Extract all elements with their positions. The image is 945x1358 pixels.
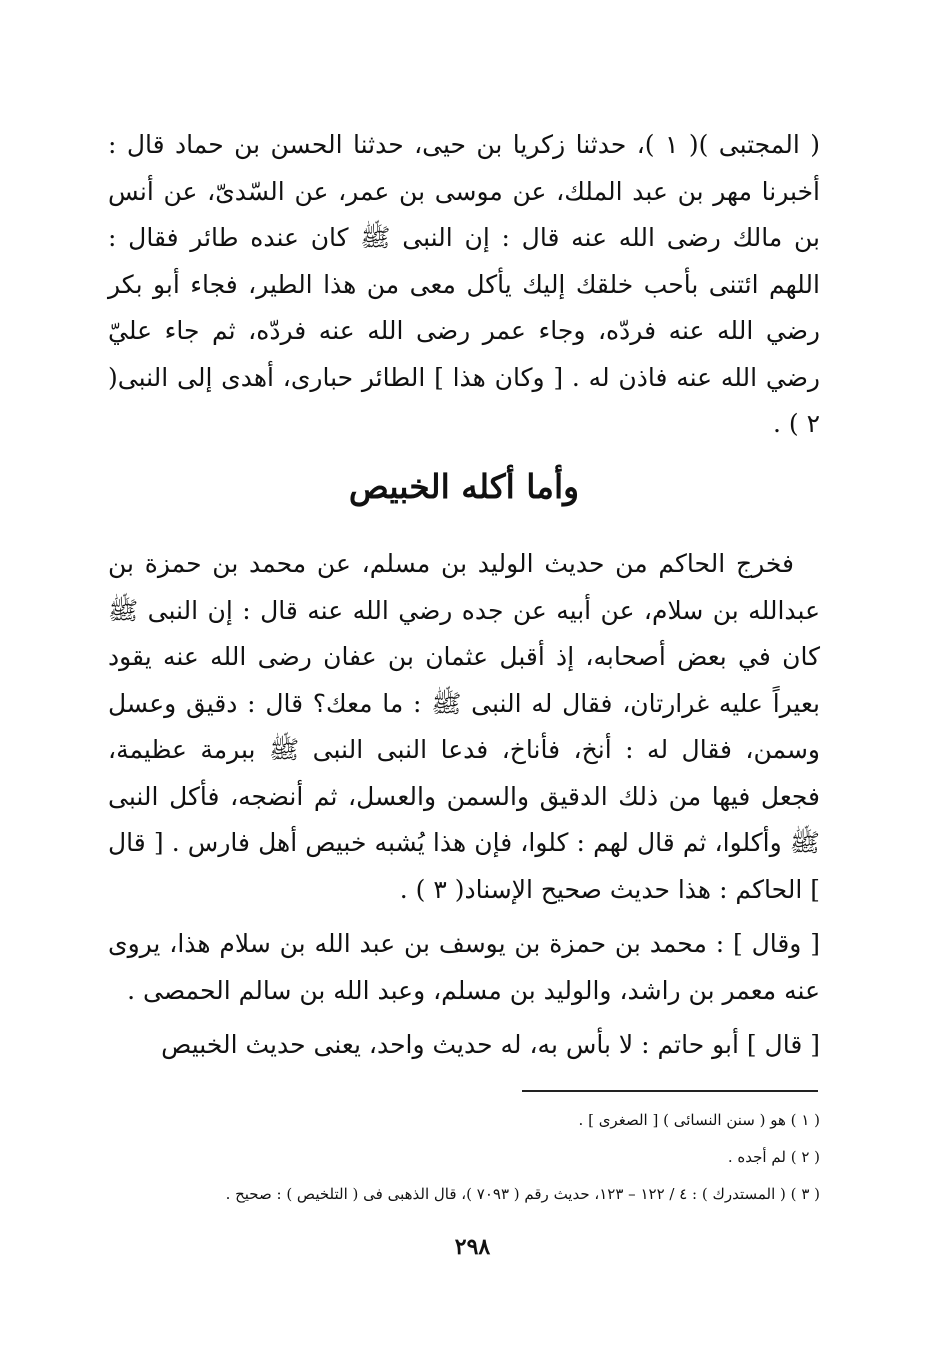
body-paragraph-hadith: فخرج الحاكم من حديث الوليد بن مسلم، عن محمد بن حمزة بن عبدالله بن سلام، عن أبيه عن جده رضي الله عنه قال : إن النبى ﷺ كان في بعض أصحابه، إذ أقبل عثمان بن عفان رضى الله عنه يقود بعيراً عليه غرارتان، فقال له النبى ﷺ : ما معك؟ قال : دقيق وعسل وسمن، فقال له : أنخ، فأناخ، فدعا النبى النبى ﷺ ببرمة عظيمة، فجعل فيها من ذلك الدقيق والسمن والعسل، ثم أنضجه، فأكل النبى ﷺ وأكلوا، ثم قال لهم : كلوا، فإن هذا يُشبه خبيص أهل فارس . [ قال ] الحاكم : هذا حديث صحيح الإسناد( ٣ ) . bbox=[108, 549, 820, 904]
footnote-3: ( ٣ ) ( المستدرك ) : ٤ / ١٢٢ – ١٢٣، حديث رقم ( ٧٠٩٣ )، قال الذهبى فى ( التلخيص ) : صحيح . bbox=[225, 1185, 820, 1203]
body-text-block bbox=[108, 541, 820, 1069]
page-number: ٢٩٨ bbox=[454, 1234, 491, 1260]
top-text-block bbox=[108, 122, 820, 448]
body-paragraph-narrator: [ وقال ] : محمد بن حمزة بن يوسف بن عبد الله بن سلام هذا، يروى عنه معمر بن راشد، والوليد بن مسلم، وعبد الله بن سالم الحمصى . bbox=[108, 929, 820, 1005]
footnotes bbox=[108, 1102, 820, 1213]
top-paragraph: ( المجتبى )( ١ )، حدثنا زكريا بن حيى، حدثنا الحسن بن حماد قال : أخبرنا مهر بن عبد الملك، عن موسى بن عمر، عن السّدىّ، عن أنس بن مالك رضى الله عنه قال : إن النبى ﷺ كان عنده طائر فقال : اللهم ائتنى بأحب خلقك إليك يأكل معى من هذا الطير، فجاء أبو بكر رضي الله عنه فردّه، وجاء عمر رضى الله عنه فردّه، ثم جاء عليّ رضي الله عنه فاذن له . [ وكان هذا ] الطائر حبارى، أهدى إلى النبى( ٢ ) . bbox=[108, 130, 820, 438]
footnote-2: ( ٢ ) لم أجده . bbox=[727, 1148, 820, 1166]
footnote-divider bbox=[522, 1090, 818, 1092]
section-heading: وأما أكله الخبيص bbox=[348, 467, 580, 506]
footnote-1: ( ١ ) هو ( سنن النسائى ) [ الصغرى ] . bbox=[578, 1111, 820, 1129]
body-paragraph-abu-hatim: [ قال ] أبو حاتم : لا بأس به، له حديث واحد، يعنى حديث الخبيص bbox=[161, 1030, 820, 1059]
